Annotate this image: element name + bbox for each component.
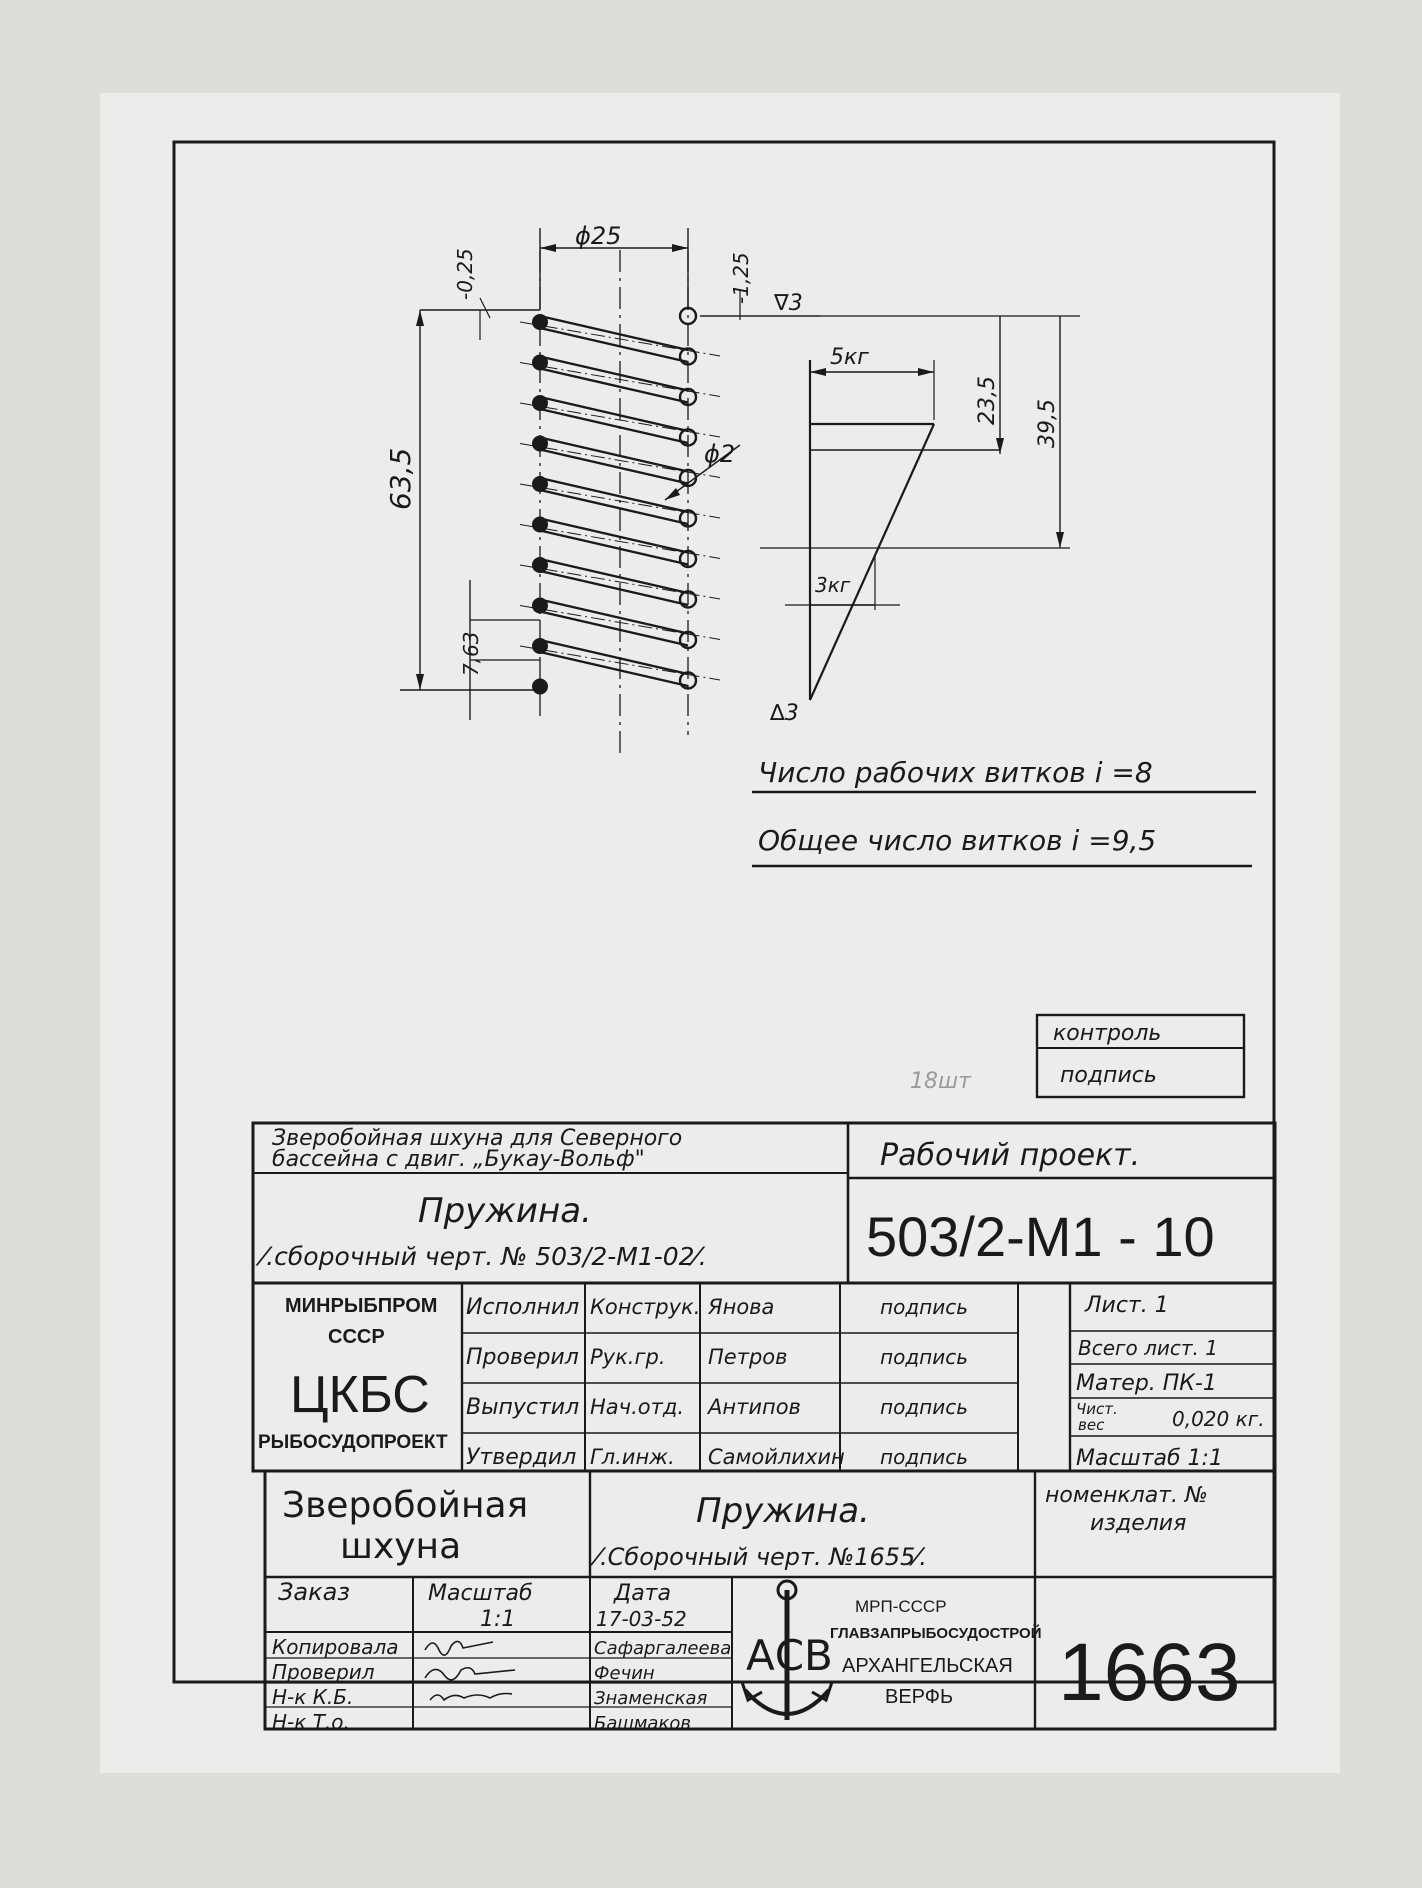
role-role: Проверил [466, 1345, 579, 1370]
dim-diameter: ϕ25 [575, 222, 622, 250]
lower-row-role: Проверил [272, 1660, 375, 1684]
drawing-number: 1663 [1058, 1627, 1241, 1718]
lower-assembly-ref: ⁄.Сборочный черт. №1655⁄. [596, 1543, 927, 1571]
factory-line-2: ГЛАВЗАПРЫБОСУДОСТРОЙ [830, 1625, 1042, 1642]
part-name: Пружина. [418, 1191, 592, 1231]
factory-line-4: ВЕРФЬ [885, 1686, 954, 1708]
weight-label-1: Чист. [1076, 1400, 1118, 1418]
lower-vessel-1: Зверобойная [282, 1485, 529, 1526]
date-value: 17-03-52 [596, 1607, 687, 1631]
role-role: Утвердил [466, 1445, 577, 1470]
vessel-line-1: Зверобойная шхуна для Северного [272, 1126, 683, 1151]
spring-coil [532, 673, 696, 695]
scale-value: 1:1 [480, 1607, 516, 1632]
order-label: Заказ [278, 1578, 351, 1606]
material: Матер. ПК-1 [1076, 1371, 1217, 1396]
role-position: Нач.отд. [590, 1395, 685, 1419]
dim-height: 63,5 [384, 447, 417, 510]
assembly-ref: ⁄.сборочный черт. № 503/2-М1-02⁄. [262, 1242, 707, 1271]
org-main: ЦКБС [290, 1366, 430, 1424]
control-box [1037, 1015, 1244, 1097]
force-diagram [700, 316, 1080, 700]
role-name: Антипов [708, 1395, 801, 1419]
role-sign: подпись [880, 1345, 968, 1369]
lower-row-role: Копировала [272, 1635, 399, 1659]
lower-row-name: Сафаргалеева [594, 1638, 732, 1659]
vessel-line-2: бассейна с двиг. „Букау-Вольф" [272, 1147, 645, 1172]
role-sign: подпись [880, 1445, 968, 1469]
lower-row-name: Фечин [594, 1663, 655, 1684]
role-position: Рук.гр. [590, 1345, 666, 1369]
dim-len-2: 39,5 [1035, 399, 1060, 448]
note-working-coils: Число рабочих витков i =8 [758, 756, 1153, 789]
org-line-3: РЫБОСУДОПРОЕКТ [258, 1432, 448, 1453]
control-title: контроль [1053, 1021, 1162, 1046]
date-label: Дата [614, 1581, 671, 1606]
role-position: Гл.инж. [590, 1445, 675, 1469]
org-line-1: МИНРЫБПРОМ [285, 1295, 438, 1317]
scale: Масштаб 1:1 [1076, 1446, 1223, 1471]
weight-label-2: вес [1078, 1416, 1105, 1434]
lower-rows [272, 1635, 731, 1734]
dim-top-offset: -0,25 [453, 248, 477, 300]
weight-value: 0,020 кг. [1172, 1407, 1265, 1431]
role-name: Самойлихин [708, 1445, 845, 1469]
handwritten-signatures [425, 1641, 515, 1700]
role-role: Исполнил [466, 1295, 580, 1320]
nomenclature-1: номенклат. № [1045, 1483, 1208, 1508]
note-total-coils: Общее число витков i =9,5 [758, 824, 1157, 857]
dim-top-offset-right: -1,25 [729, 252, 753, 304]
force-max: 5кг [830, 345, 869, 370]
factory-logo [742, 1581, 833, 1720]
org-line-2: СССР [328, 1326, 385, 1348]
lower-part-name: Пружина. [696, 1491, 870, 1531]
document-number: 503/2-М1 - 10 [866, 1205, 1215, 1268]
dim-len-1: 23,5 [975, 376, 1000, 425]
dim-pitch: 7,63 [459, 631, 483, 676]
spring-coil [520, 349, 720, 403]
role-role: Выпустил [466, 1395, 580, 1420]
pencil-note: 18шт [910, 1069, 971, 1094]
lower-row-name: Башмаков [594, 1713, 691, 1734]
role-name: Петров [708, 1345, 788, 1369]
factory-line-1: МРП-СССР [855, 1597, 947, 1616]
role-sign: подпись [880, 1295, 968, 1319]
project-type: Рабочий проект. [880, 1138, 1141, 1173]
lower-row-role: Н-к Т.о. [272, 1710, 350, 1734]
lower-vessel-2: шхуна [340, 1526, 462, 1567]
role-name: Янова [708, 1295, 775, 1319]
factory-line-3: АРХАНГЕЛЬСКАЯ [842, 1655, 1013, 1677]
sheet-number: Лист. 1 [1085, 1293, 1169, 1318]
logo-text: АСВ [746, 1631, 833, 1680]
spring-coil [520, 389, 720, 443]
lower-row-role: Н-к К.Б. [272, 1685, 354, 1709]
control-sign: подпись [1060, 1063, 1157, 1088]
lower-row-name: Знаменская [594, 1688, 708, 1709]
dim-wire: ϕ2 [704, 440, 736, 468]
role-position: Конструк. [590, 1295, 701, 1319]
sheets-total: Всего лист. 1 [1078, 1336, 1218, 1360]
scale-label: Масштаб [428, 1581, 533, 1606]
surface-mark-top: ∇3 [774, 291, 803, 316]
force-min: 3кг [815, 573, 851, 597]
surface-mark-bottom: ∆3 [770, 701, 799, 726]
nomenclature-2: изделия [1090, 1511, 1187, 1536]
role-sign: подпись [880, 1395, 968, 1419]
